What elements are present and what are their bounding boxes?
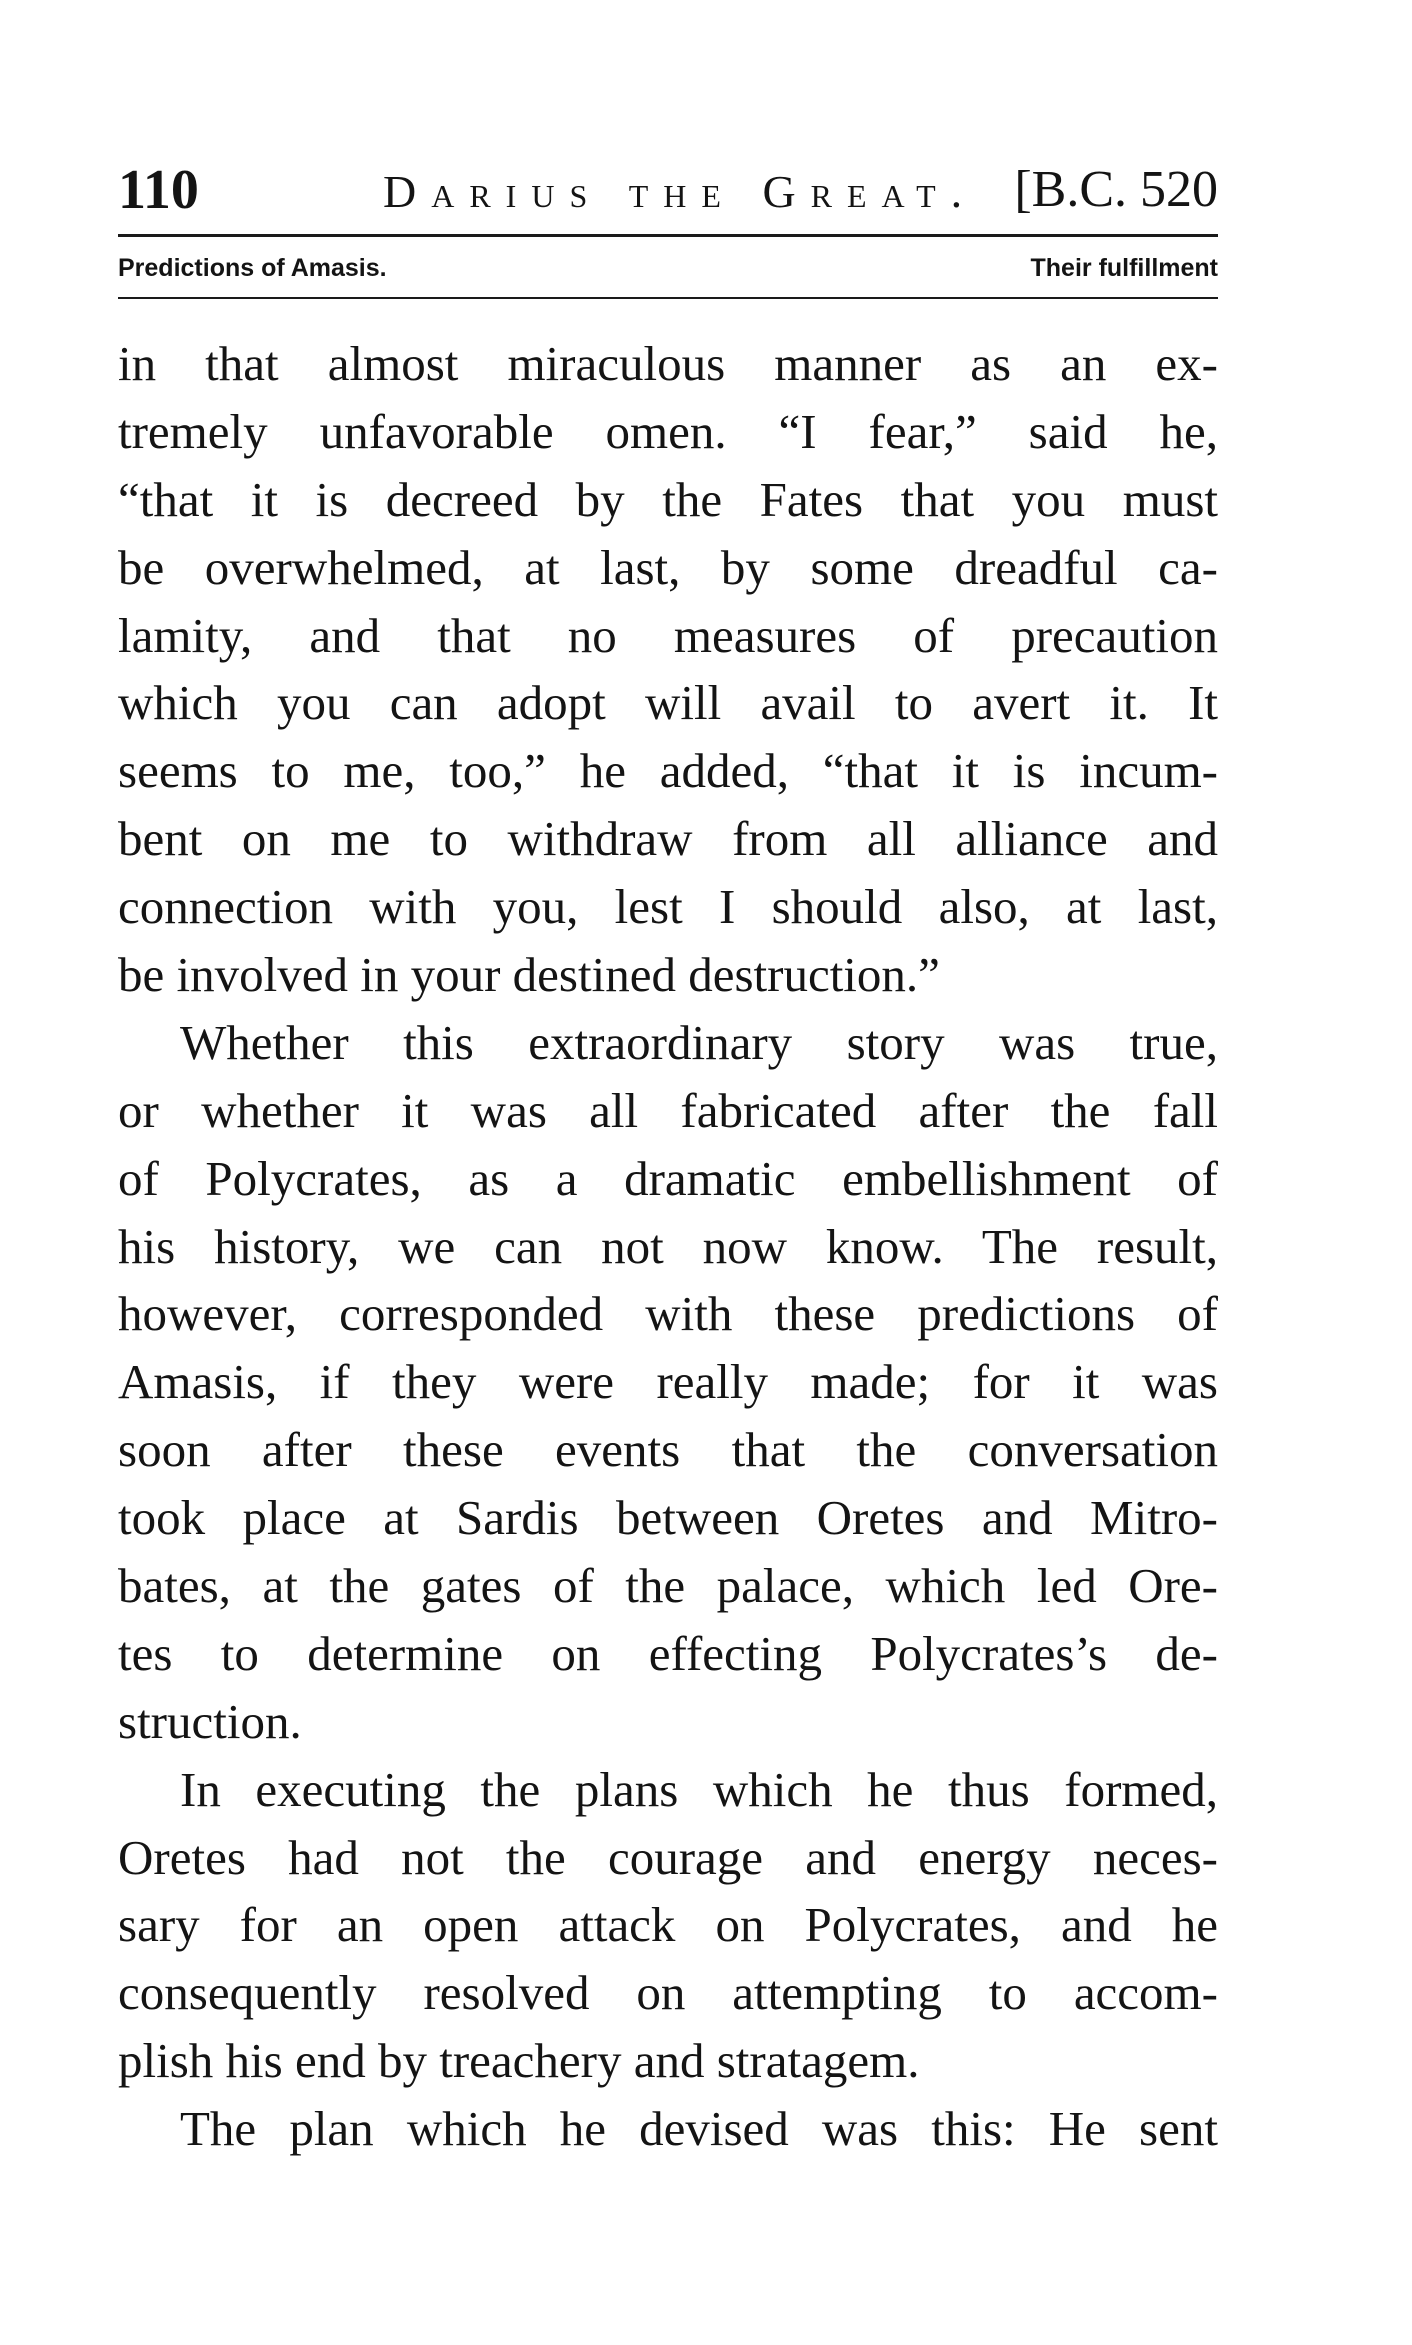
- text-line: his history, we can not now know. The result,: [118, 1218, 1218, 1274]
- text-line: however, corresponded with these predictions of: [118, 1286, 1218, 1342]
- subhead-right: Their fulfillment: [1030, 254, 1218, 282]
- subhead-row: [118, 248, 1218, 288]
- text-line: bent on me to withdraw from all alliance and: [118, 811, 1218, 867]
- text-line: lamity, and that no measures of precaution: [118, 607, 1218, 663]
- text-line: which you can adopt will avail to avert it. It: [118, 675, 1218, 731]
- text-line: tes to determine on effecting Polycrates’s de-: [118, 1625, 1218, 1681]
- text-line: struction.: [118, 1693, 302, 1749]
- page-number: 110: [118, 159, 199, 221]
- text-line: in that almost miraculous manner as an ex-: [118, 336, 1218, 391]
- header-rule-top: [118, 234, 1218, 237]
- text-line: connection with you, lest I should also, at last,: [118, 879, 1218, 935]
- text-line: “that it is decreed by the Fates that you must: [118, 471, 1218, 527]
- running-head: [118, 155, 1218, 225]
- text-line: be overwhelmed, at last, by some dreadful ca-: [118, 539, 1218, 595]
- text-line: Oretes had not the courage and energy neces-: [118, 1829, 1218, 1885]
- text-line: Whether this extraordinary story was true,: [180, 1014, 1218, 1070]
- header-rule-bottom: [118, 297, 1218, 299]
- text-line: of Polycrates, as a dramatic embellishment of: [118, 1150, 1218, 1206]
- subhead-left: Predictions of Amasis.: [118, 254, 387, 282]
- body-text: [118, 330, 1218, 2163]
- text-line: The plan which he devised was this: He sent: [180, 2101, 1218, 2157]
- text-line: sary for an open attack on Polycrates, and he: [118, 1897, 1218, 1953]
- running-title: Darius the Great.: [383, 166, 978, 217]
- text-line: In executing the plans which he thus formed,: [180, 1761, 1218, 1817]
- text-line: soon after these events that the conversation: [118, 1422, 1218, 1478]
- text-line: tremely unfavorable omen. “I fear,” said he,: [118, 403, 1218, 459]
- text-line: plish his end by treachery and stratagem.: [118, 2033, 920, 2089]
- running-date: [B.C. 520: [1014, 161, 1218, 218]
- text-line: bates, at the gates of the palace, which led Ore-: [118, 1558, 1218, 1614]
- text-line: or whether it was all fabricated after the fall: [118, 1082, 1218, 1138]
- text-line: seems to me, too,” he added, “that it is incum-: [118, 743, 1218, 799]
- text-line: Amasis, if they were really made; for it was: [118, 1354, 1218, 1410]
- text-line: consequently resolved on attempting to accom-: [118, 1965, 1218, 2021]
- text-line: took place at Sardis between Oretes and Mitro-: [118, 1490, 1218, 1546]
- text-line: be involved in your destined destruction.”: [118, 947, 940, 1003]
